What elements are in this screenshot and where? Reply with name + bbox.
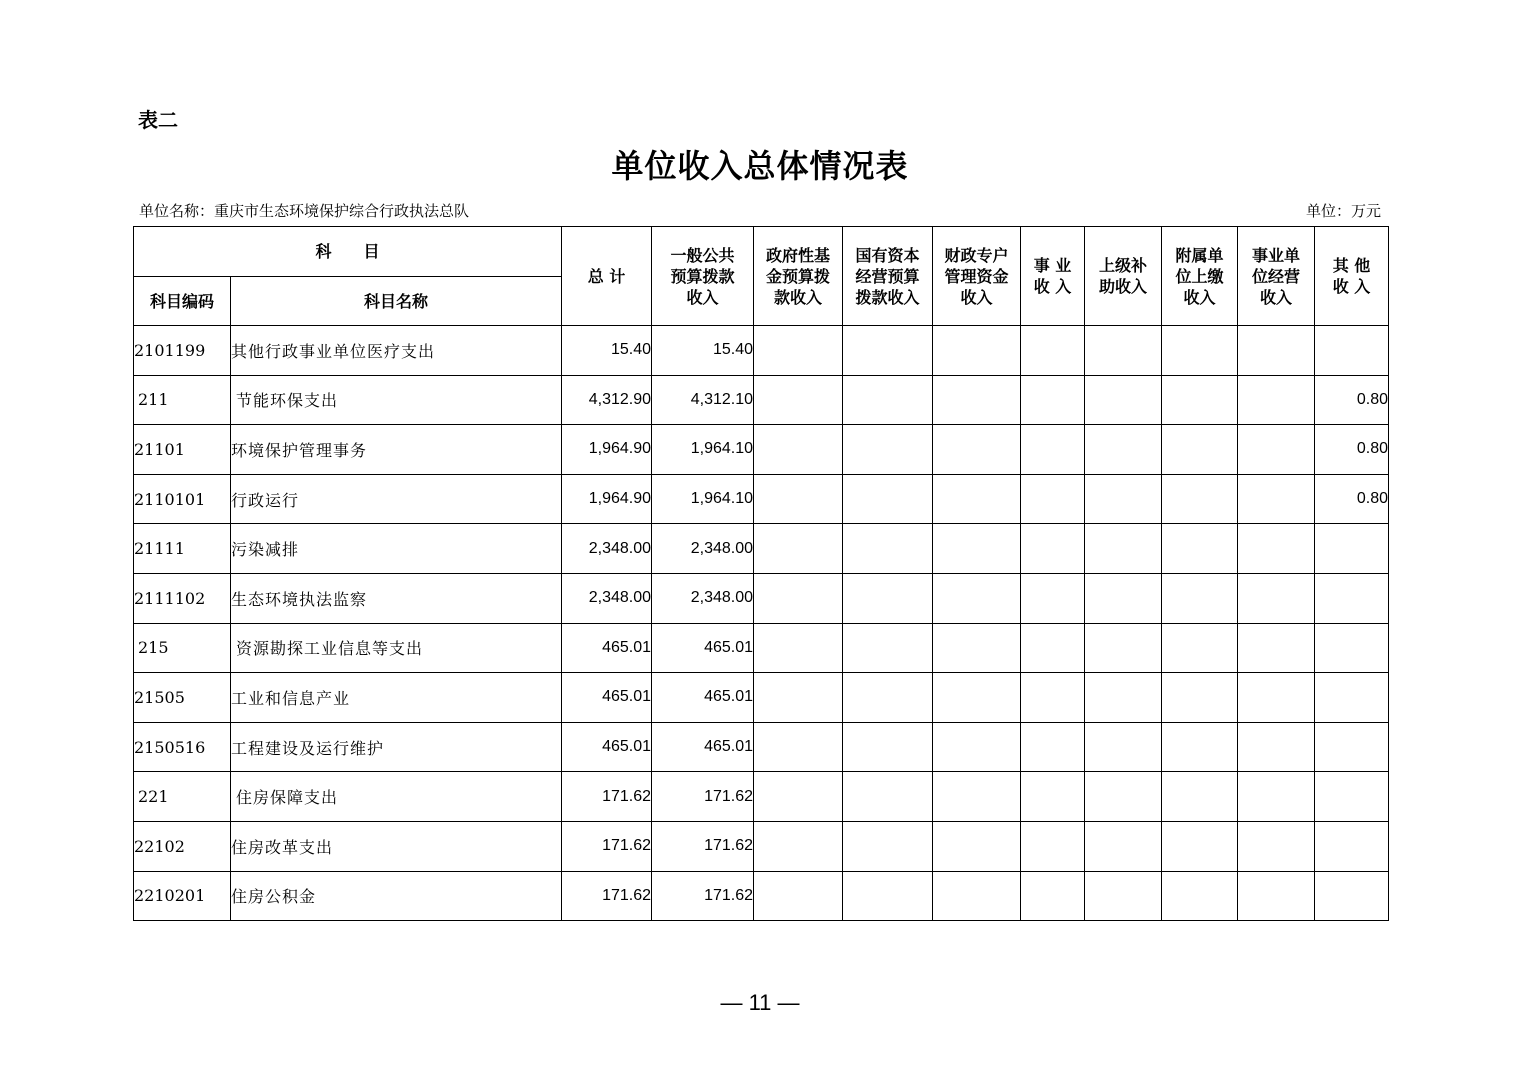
other-income-value <box>1315 524 1389 574</box>
page-title: 单位收入总体情况表 <box>611 147 909 185</box>
general-budget-value: 171.62 <box>652 821 754 871</box>
table-row <box>134 573 1389 623</box>
other-income-value: 0.80 <box>1315 375 1389 425</box>
subject-code: 21111 <box>134 524 231 574</box>
table-row <box>134 772 1389 822</box>
total-value: 171.62 <box>562 772 652 822</box>
total-value: 4,312.90 <box>562 375 652 425</box>
subject-name: 住房保障支出 <box>231 772 562 822</box>
subject-code: 2101199 <box>134 326 231 376</box>
subject-code: 21505 <box>134 673 231 723</box>
total-value: 465.01 <box>562 623 652 673</box>
header-gov-fund: 政府性基 金预算拨 款收入 <box>754 227 843 326</box>
subject-name: 资源勘探工业信息等支出 <box>231 623 562 673</box>
general-budget-value: 465.01 <box>652 673 754 723</box>
subject-name: 行政运行 <box>231 474 562 524</box>
other-income-value <box>1315 623 1389 673</box>
other-income-value: 0.80 <box>1315 474 1389 524</box>
general-budget-value: 171.62 <box>652 871 754 921</box>
other-income-value <box>1315 871 1389 921</box>
table-row <box>134 326 1389 376</box>
header-affiliated: 附属单 位上缴 收入 <box>1162 227 1238 326</box>
other-income-value <box>1315 821 1389 871</box>
subject-name: 污染减排 <box>231 524 562 574</box>
subject-code: 2210201 <box>134 871 231 921</box>
subject-name: 工业和信息产业 <box>231 673 562 723</box>
header-total: 总 计 <box>562 227 652 326</box>
currency-unit: 单位：万元 <box>1305 202 1381 220</box>
general-budget-value: 171.62 <box>652 772 754 822</box>
table-row <box>134 623 1389 673</box>
general-budget-value: 1,964.10 <box>652 474 754 524</box>
subject-code: 22102 <box>134 821 231 871</box>
page-number: — 11 — <box>720 990 800 1015</box>
subject-name: 其他行政事业单位医疗支出 <box>231 326 562 376</box>
header-business-operation: 事业单 位经营 收入 <box>1238 227 1315 326</box>
table-row <box>134 375 1389 425</box>
general-budget-value: 2,348.00 <box>652 524 754 574</box>
total-value: 1,964.90 <box>562 425 652 475</box>
header-fiscal-special: 财政专户 管理资金 收入 <box>933 227 1021 326</box>
total-value: 171.62 <box>562 871 652 921</box>
general-budget-value: 465.01 <box>652 623 754 673</box>
total-value: 465.01 <box>562 673 652 723</box>
subject-name: 工程建设及运行维护 <box>231 722 562 772</box>
unit-name: 单位名称：重庆市生态环境保护综合行政执法总队 <box>139 202 470 220</box>
total-value: 15.40 <box>562 326 652 376</box>
subject-name: 住房改革支出 <box>231 821 562 871</box>
table-row <box>134 821 1389 871</box>
table-label: 表二 <box>138 108 178 132</box>
general-budget-value: 1,964.10 <box>652 425 754 475</box>
total-value: 171.62 <box>562 821 652 871</box>
table-row <box>134 425 1389 475</box>
subject-code: 211 <box>134 375 231 425</box>
other-income-value: 0.80 <box>1315 425 1389 475</box>
header-subject: 科 目 <box>134 227 562 277</box>
subject-code: 221 <box>134 772 231 822</box>
table-row <box>134 474 1389 524</box>
subject-code: 2150516 <box>134 722 231 772</box>
subject-name: 环境保护管理事务 <box>231 425 562 475</box>
header-other: 其 他 收 入 <box>1315 227 1389 326</box>
general-budget-value: 4,312.10 <box>652 375 754 425</box>
header-name: 科目名称 <box>231 277 562 326</box>
other-income-value <box>1315 673 1389 723</box>
subject-name: 节能环保支出 <box>231 375 562 425</box>
total-value: 2,348.00 <box>562 524 652 574</box>
header-state-capital: 国有资本 经营预算 拨款收入 <box>843 227 933 326</box>
subject-name: 生态环境执法监察 <box>231 573 562 623</box>
header-code: 科目编码 <box>134 277 231 326</box>
table-row <box>134 673 1389 723</box>
general-budget-value: 15.40 <box>652 326 754 376</box>
subject-code: 2111102 <box>134 573 231 623</box>
other-income-value <box>1315 722 1389 772</box>
subject-name: 住房公积金 <box>231 871 562 921</box>
general-budget-value: 465.01 <box>652 722 754 772</box>
table-row <box>134 871 1389 921</box>
header-superior-subsidy: 上级补 助收入 <box>1085 227 1162 326</box>
total-value: 1,964.90 <box>562 474 652 524</box>
subject-code: 215 <box>134 623 231 673</box>
other-income-value <box>1315 573 1389 623</box>
subject-code: 2110101 <box>134 474 231 524</box>
subject-code: 21101 <box>134 425 231 475</box>
general-budget-value: 2,348.00 <box>652 573 754 623</box>
other-income-value <box>1315 326 1389 376</box>
income-table <box>133 226 1389 921</box>
total-value: 2,348.00 <box>562 573 652 623</box>
table-row <box>134 722 1389 772</box>
total-value: 465.01 <box>562 722 652 772</box>
table-row <box>134 524 1389 574</box>
other-income-value <box>1315 772 1389 822</box>
header-general-budget: 一般公共 预算拨款 收入 <box>652 227 754 326</box>
header-business: 事 业 收 入 <box>1021 227 1085 326</box>
